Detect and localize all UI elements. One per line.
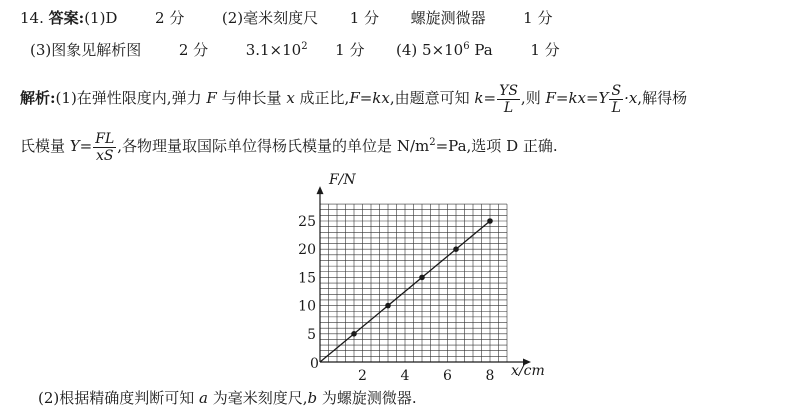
data-point: [487, 218, 493, 224]
y-tick-label: 10: [298, 298, 316, 315]
x-tick-label: 4: [400, 368, 410, 382]
y-tick-label: 5: [307, 326, 316, 343]
answer-label: 答案:: [48, 9, 85, 27]
answer-score-2b: 1 分: [523, 9, 553, 27]
fraction-fl-over-xs: $\frac{FL}{xS}$: [95, 130, 115, 164]
answer-score-4: 1 分: [530, 41, 560, 59]
force-extension-chart: [296, 170, 566, 382]
answer-score-1: 2 分: [155, 9, 185, 27]
y-tick-label: 20: [298, 242, 316, 259]
answer-item-2: (2)毫米刻度尺: [221, 9, 319, 27]
fraction-ys-over-l: $\frac{YS}{L}$: [499, 82, 518, 116]
y-axis-label: F/N: [329, 172, 356, 188]
analysis-label: 解析:: [20, 89, 56, 107]
analysis-line-2: 氏模量 Y= $\frac{FL}{xS}$ ,各物理量取国际单位得杨氏模量的单位是 $N/m^2=Pa$,选项 D 正确.: [20, 130, 558, 164]
question-number: 14.: [20, 9, 44, 27]
y-axis-arrow: [317, 186, 324, 194]
data-point: [419, 275, 425, 281]
x-tick-label: 2: [358, 368, 367, 382]
answer-item-2b: 螺旋测微器: [410, 9, 486, 27]
x-tick-label: 6: [443, 368, 452, 382]
data-point: [385, 303, 391, 309]
answer-line-1: [20, 8, 552, 28]
equation-hooke: F=kx: [349, 89, 390, 107]
origin-label: 0: [310, 356, 319, 372]
answer-value-3: $3.1\times 10^2$: [245, 41, 308, 59]
x-tick-label: 8: [485, 368, 495, 382]
fraction-s-over-l: $\frac{S}{L}$: [611, 82, 622, 116]
data-point: [351, 331, 357, 337]
answer-score-3b: 1 分: [335, 41, 365, 59]
answer-line-2: [30, 40, 560, 60]
answer-item-3: (3)图象见解析图: [30, 41, 142, 59]
bottom-line: (2)根据精确度判断可知 a 为毫米刻度尺,b 为螺旋测微器.: [38, 389, 417, 407]
analysis-line-1: 解析:(1)在弹性限度内,弹力 F 与伸长量 x 成正比,F=kx,由题意可知 k= $\frac{YS}{L}$ ,则 F=kx=Y $\frac{S}{L}$ ·x,解得杨: [20, 82, 688, 116]
answer-item-4: (4) $5\times 10^6$ Pa: [396, 41, 493, 59]
answer-score-3a: 2 分: [178, 41, 209, 59]
x-axis-label: x/cm: [511, 363, 545, 379]
answer-item-1: (1)D: [84, 9, 118, 27]
y-tick-label: 15: [298, 270, 316, 287]
data-point: [453, 246, 459, 252]
answer-score-2a: 1 分: [349, 9, 380, 27]
y-tick-label: 25: [298, 214, 316, 230]
